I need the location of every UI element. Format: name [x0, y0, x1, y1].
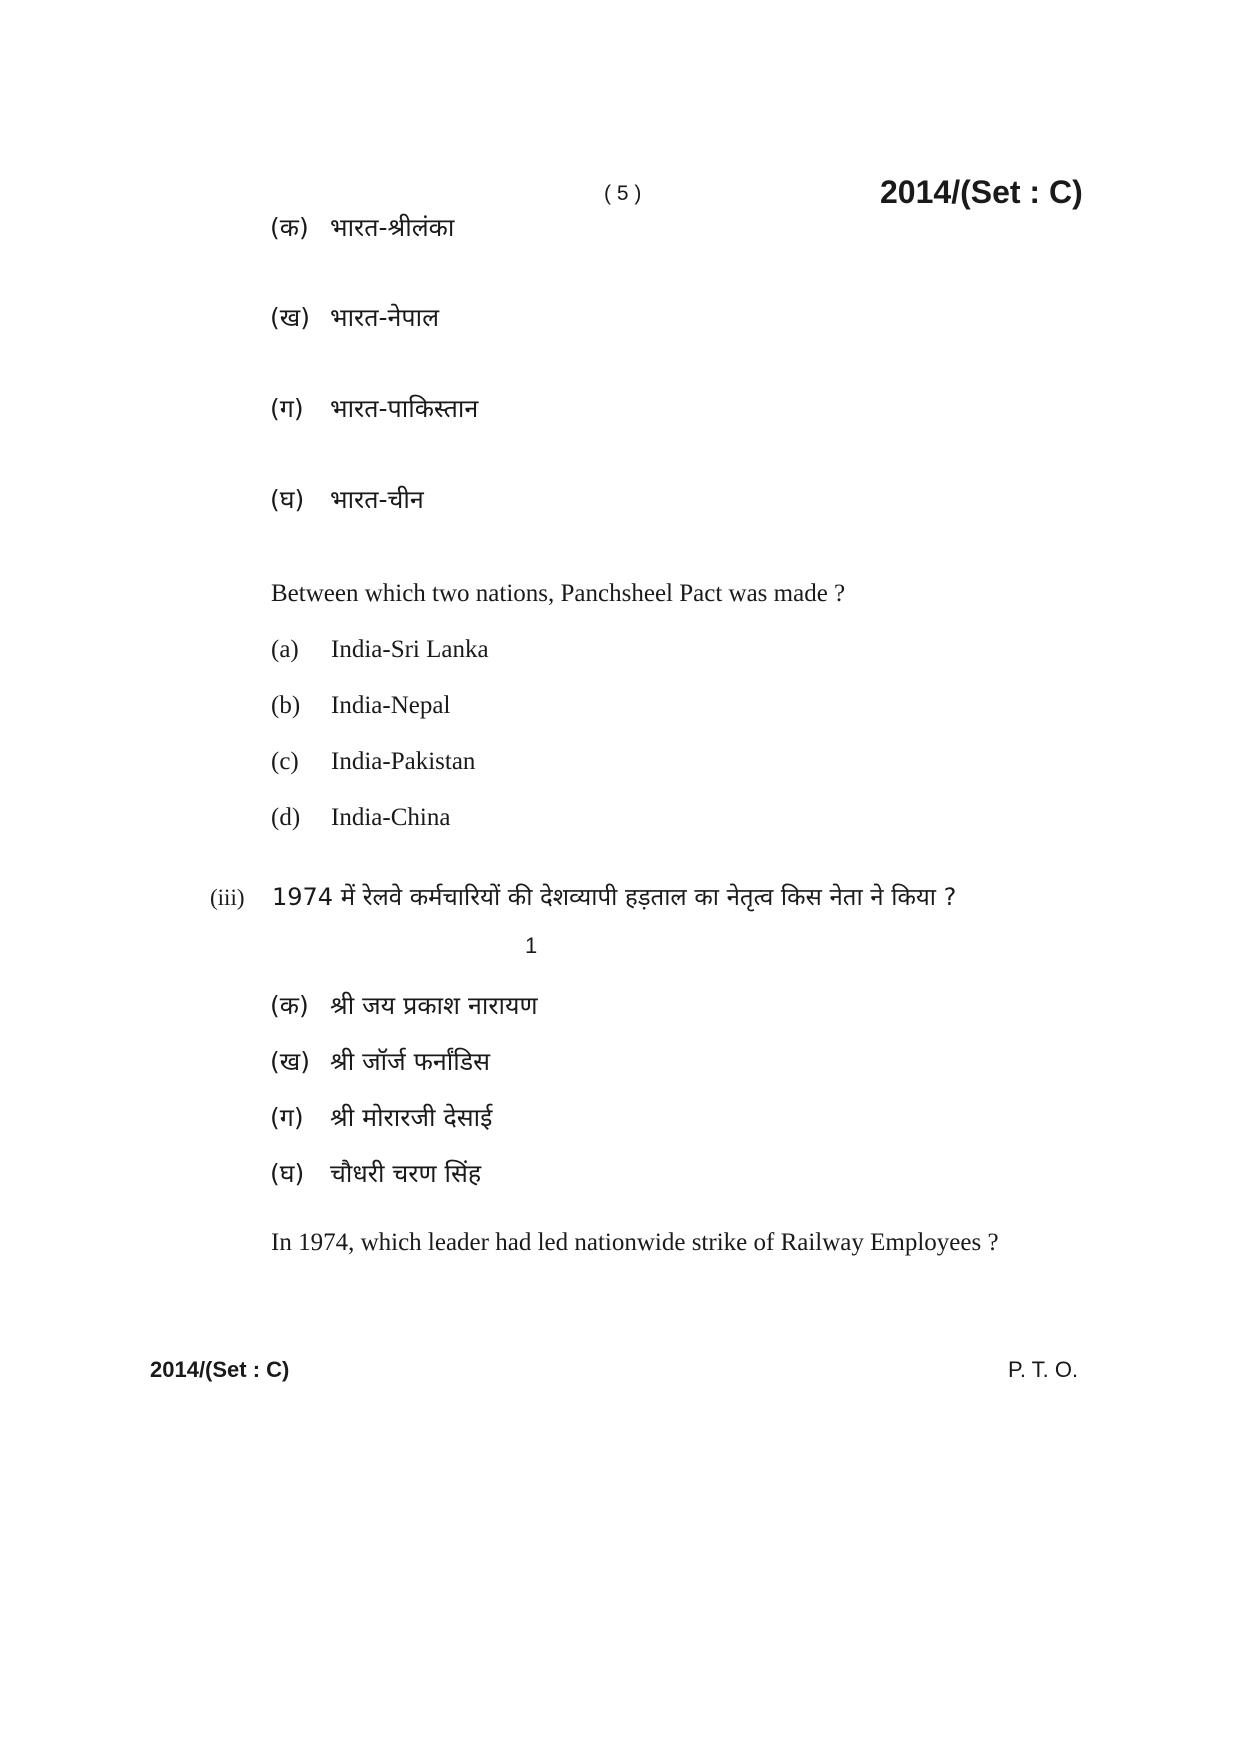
option-text: श्री जय प्रकाश नारायण [330, 991, 538, 1020]
option-label: (ग) [270, 394, 304, 423]
option-text: श्री मोरारजी देसाई [330, 1103, 493, 1132]
q2-english-question: Between which two nations, Panchsheel Pact was made ? [271, 580, 846, 607]
q3-english-question: In 1974, which leader had led nationwide strike of Railway Employees ? [271, 1229, 999, 1256]
option-label: (घ) [270, 485, 305, 514]
option-label: (a) [271, 636, 299, 663]
question-number: (iii) [210, 885, 245, 910]
q2-hindi-option-a [270, 210, 454, 244]
q3-question-row [210, 880, 1010, 913]
q2-hindi-option-d [270, 482, 424, 516]
set-code-header: 2014/(Set : C) [880, 174, 1083, 210]
option-label: (c) [271, 748, 299, 775]
option-label: (b) [271, 692, 301, 719]
q2-hindi-option-b [270, 300, 439, 334]
option-text: India-China [331, 804, 451, 831]
q2-english-option-d [271, 804, 450, 832]
option-text: चौधरी चरण सिंह [330, 1159, 482, 1188]
footer-set-code: 2014/(Set : C) [150, 1357, 290, 1382]
option-text: India-Pakistan [331, 748, 476, 775]
q3-hindi-option-a [270, 988, 538, 1022]
option-label: (ग) [270, 1103, 304, 1132]
option-text: भारत-नेपाल [330, 303, 440, 332]
footer-pto: P. T. O. [1008, 1357, 1079, 1382]
q2-english-option-a [271, 636, 489, 664]
q3-hindi-option-c [270, 1100, 492, 1134]
page-number: ( 5 ) [604, 182, 642, 205]
option-text: India-Nepal [331, 692, 451, 719]
option-text: भारत-श्रीलंका [330, 213, 455, 242]
option-label: (क) [270, 213, 309, 242]
q2-english-option-b [271, 692, 450, 720]
q2-english-option-c [271, 748, 475, 776]
marks: 1 [525, 933, 538, 958]
q3-hindi-question: 1974 में रेलवे कर्मचारियों की देशव्यापी हड़ताल का नेतृत्व किस नेता ने किया ? [272, 883, 957, 911]
q3-hindi-option-b [270, 1044, 490, 1078]
option-text: भारत-चीन [330, 485, 424, 514]
option-label: (क) [270, 991, 309, 1020]
q3-hindi-option-d [270, 1156, 481, 1190]
option-text: India-Sri Lanka [331, 636, 489, 663]
option-label: (ख) [270, 303, 310, 332]
option-label: (ख) [270, 1047, 310, 1076]
option-label: (d) [271, 804, 301, 831]
q2-hindi-option-c [270, 391, 478, 425]
option-text: भारत-पाकिस्तान [330, 394, 479, 423]
option-label: (घ) [270, 1159, 305, 1188]
option-text: श्री जॉर्ज फर्नांडिस [330, 1047, 491, 1076]
